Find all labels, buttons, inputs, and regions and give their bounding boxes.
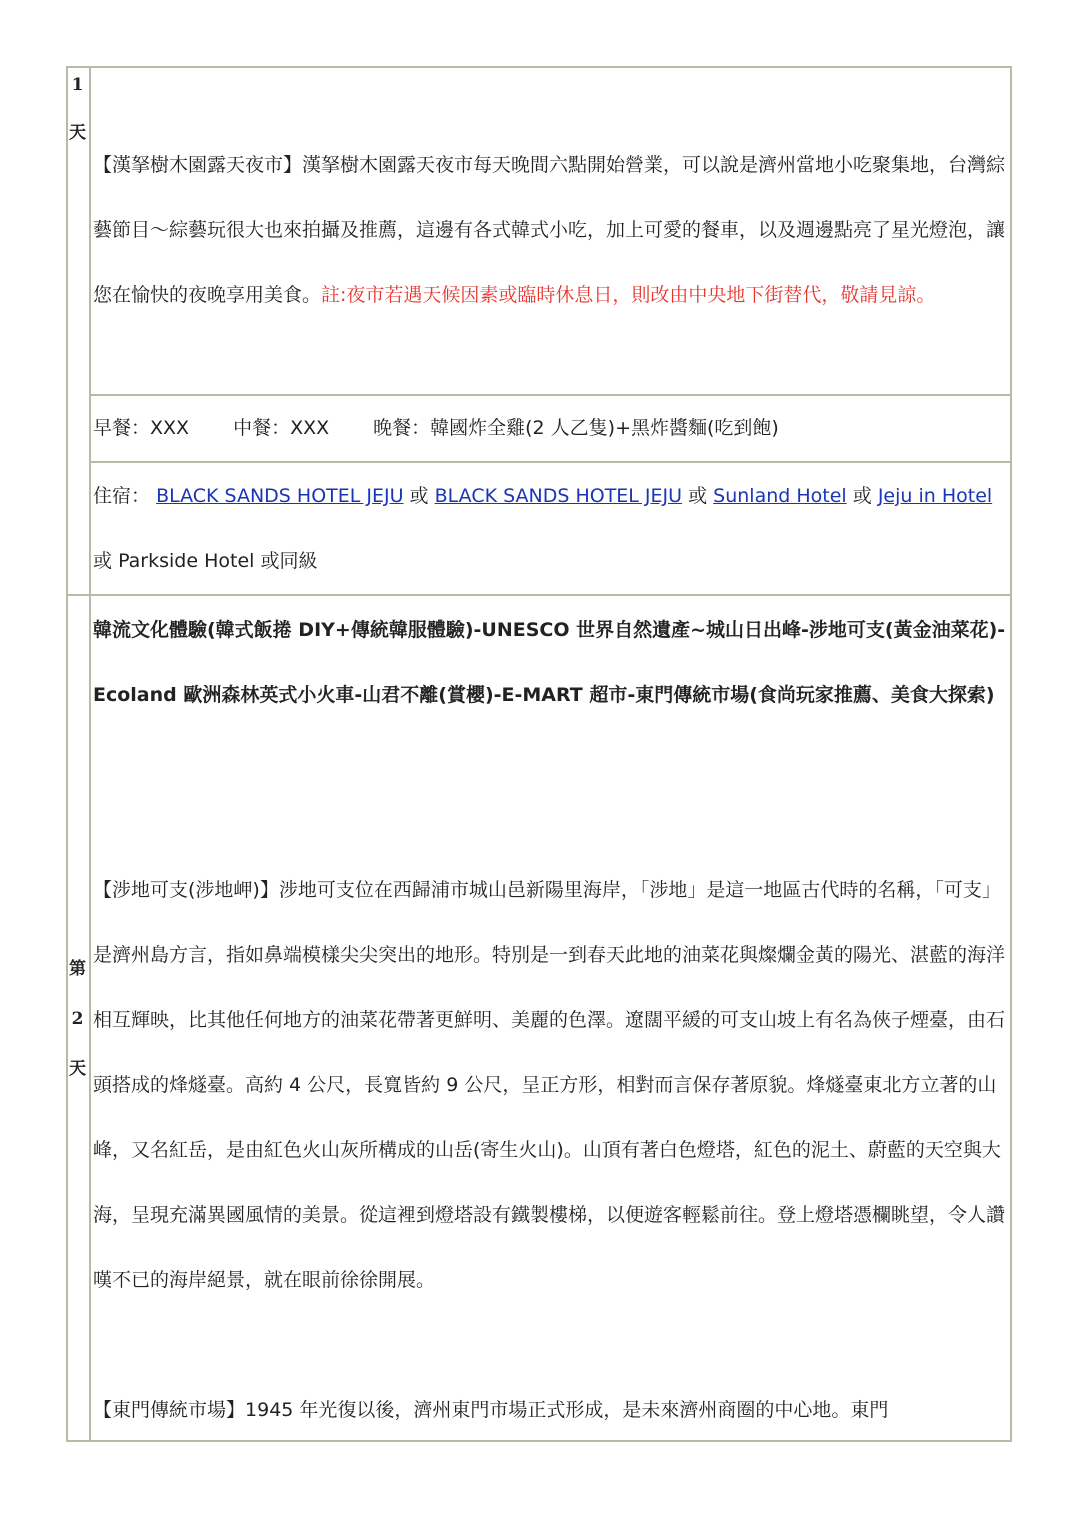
seopjikoji-body: 涉地可支位在西歸浦市城山邑新陽里海岸，「涉地」是這一地區古代時的名稱，「可支」是濟州島方言，指如鼻端模樣尖尖突出的地形。特別是一到春天此地的油菜花與燦爛金黃的陽光、湛藍的海洋相互輝映，比其他任何地方的油菜花帶著更鮮明、美麗的色澤。遼闊平緩的可支山坡上有名為俠子煙臺，由石頭搭成的烽燧臺。高約 4 公尺，長寬皆約 9 公尺，呈正方形，相對而言保存著原貌。烽燧臺東北方立著的山峰，又名紅岳，是由紅色火山灰所構成的山岳(寄生火山)。山頂有著白色燈塔，紅色的泥土、蔚藍的天空與大海，呈現充滿異國風情的美景。從這裡到燈塔設有鐵製樓梯，以便遊客輕鬆前往。登上燈塔憑欄眺望，令人讚嘆不已的海岸絕景，就在眼前徐徐開展。 bbox=[93, 879, 1006, 1291]
day2-label bbox=[66, 958, 89, 1080]
hotel-link-jeju-in[interactable]: Jeju in Hotel bbox=[877, 485, 993, 507]
day1-label-num: 1 bbox=[71, 75, 84, 95]
day2-dongmun bbox=[93, 1378, 1008, 1443]
or-text: 或 bbox=[93, 550, 113, 572]
day2-label-prefix: 第 bbox=[69, 959, 86, 979]
lunch: 中餐：XXX bbox=[233, 417, 330, 439]
day-divider bbox=[66, 594, 1012, 596]
breakfast: 早餐：XXX bbox=[93, 417, 190, 439]
night-market-body: 漢拏樹木園露天夜市每天晚間六點開始營業，可以說是濟州當地小吃聚集地，台灣綜藝節目～綜藝玩很大也來拍攝及推薦，這邊有各式韓式小吃，加上可愛的餐車，以及週邊點亮了星光燈泡，讓您在愉快的夜晚享用美食。 bbox=[93, 154, 1006, 306]
day2-label-num: 2 bbox=[71, 1009, 84, 1029]
day1-hotel bbox=[93, 464, 1008, 594]
seopjikoji-title: 【涉地可支(涉地岬)】 bbox=[93, 879, 279, 901]
day2-route bbox=[93, 598, 1008, 728]
hotel-prefix: 住宿： bbox=[93, 485, 151, 507]
day2-seopjikoji bbox=[93, 858, 1008, 1313]
day1-label-unit: 天 bbox=[69, 123, 86, 143]
dongmun-body: 1945 年光復以後，濟州東門市場正式形成，是未來濟州商圈的中心地。東門 bbox=[245, 1399, 889, 1421]
hotel-parkside: Parkside Hotel bbox=[118, 550, 255, 572]
day1-night-market bbox=[93, 133, 1008, 328]
day1-label bbox=[66, 74, 89, 144]
column-divider bbox=[89, 66, 91, 1442]
or-text: 或 bbox=[688, 485, 708, 507]
hotel-link-black-sands-2[interactable]: BLACK SANDS HOTEL JEJU bbox=[434, 485, 683, 507]
route-text: 韓流文化體驗(韓式飯捲 DIY+傳統韓服體驗)-UNESCO 世界自然遺產~城山日出峰-涉地可支(黃金油菜花)-Ecoland 歐洲森林英式小火車-山君不離(賞櫻)-E-MART 超市-東門傳統市場(食尚玩家推薦、美食大探索) bbox=[93, 619, 1006, 706]
hotel-suffix: 或同級 bbox=[260, 550, 318, 572]
or-text: 或 bbox=[852, 485, 872, 507]
dongmun-title: 【東門傳統市場】 bbox=[93, 1399, 246, 1421]
hotel-link-sunland[interactable]: Sunland Hotel bbox=[713, 485, 847, 507]
night-market-note: 註:夜市若遇天候因素或臨時休息日，則改由中央地下街替代，敬請見諒。 bbox=[321, 284, 936, 306]
row-divider bbox=[89, 461, 1012, 463]
day1-meals bbox=[93, 396, 1008, 461]
dinner: 晚餐：韓國炸全雞(2 人乙隻)+黑炸醬麵(吃到飽) bbox=[373, 417, 779, 439]
night-market-title: 【漢拏樹木園露天夜市】 bbox=[93, 154, 303, 176]
day2-label-unit: 天 bbox=[69, 1059, 86, 1079]
hotel-link-black-sands-1[interactable]: BLACK SANDS HOTEL JEJU bbox=[156, 485, 404, 507]
or-text: 或 bbox=[409, 485, 429, 507]
